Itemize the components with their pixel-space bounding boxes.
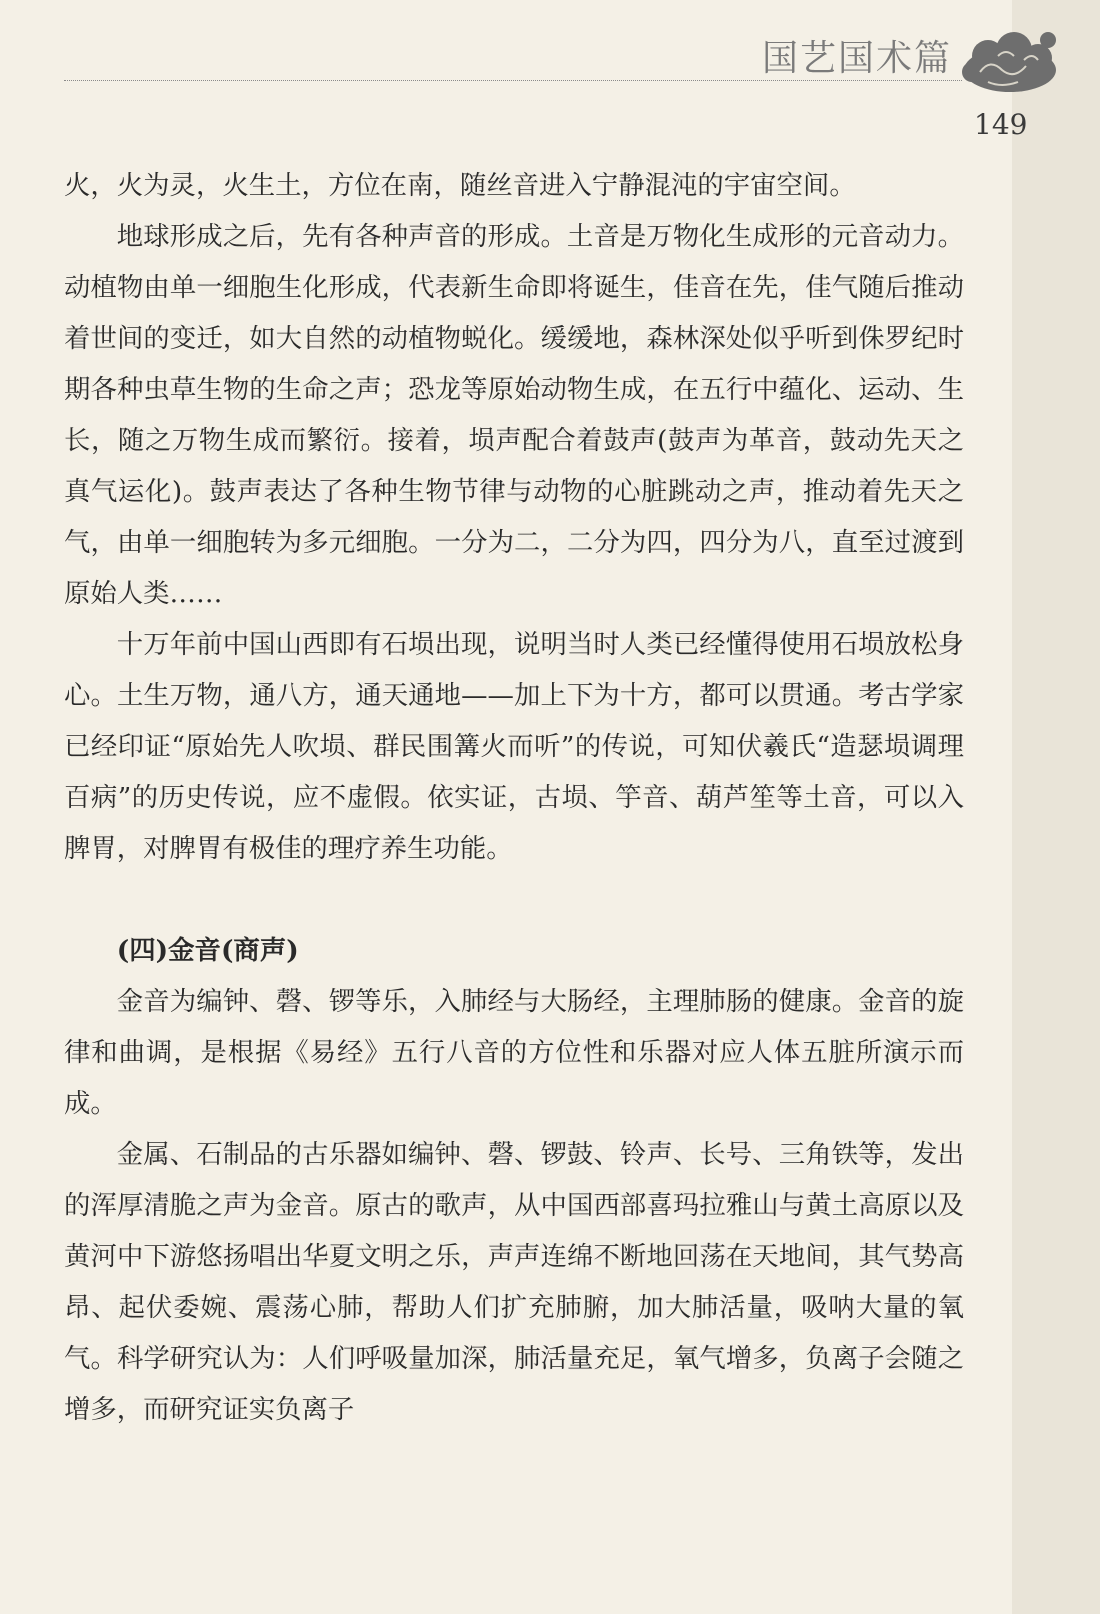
paragraph: 金音为编钟、磬、锣等乐，入肺经与大肠经，主理肺肠的健康。金音的旋律和曲调，是根据《易经》五行八音的方位性和乐器对应人体五脏所演示而成。 xyxy=(64,986,964,1119)
cloud-ornament-icon xyxy=(958,26,1062,100)
paragraph: 十万年前中国山西即有石埙出现，说明当时人类已经懂得使用石埙放松身心。土生万物，通八方，通天通地——加上下为十方，都可以贯通。考古学家已经印证“原始先人吹埙、群民围篝火而听”的传说，可知伏羲氏“造瑟埙调理百病”的历史传说，应不虚假。依实证，古埙、竽音、葫芦笙等土音，可以入脾胃，对脾胃有极佳的理疗养生功能。 xyxy=(64,629,964,864)
paragraph: 火，火为灵，火生土，方位在南，随丝音进入宁静混沌的宇宙空间。 xyxy=(64,170,856,201)
header-rule xyxy=(64,80,962,81)
running-header-title: 国艺国术篇 xyxy=(762,38,953,79)
section-heading: (四)金音(商声) xyxy=(116,935,299,966)
paragraph: 地球形成之后，先有各种声音的形成。土音是万物化生成形的元音动力。动植物由单一细胞生化形成，代表新生命即将诞生，佳音在先，佳气随后推动着世间的变迁，如大自然的动植物蜕化。缓缓地，森林深处似乎听到侏罗纪时期各种虫草生物的生命之声；恐龙等原始动物生成，在五行中蕴化、运动、生长，随之万物生成而繁衍。接着，埙声配合着鼓声(鼓声为革音，鼓动先天之真气运化)。鼓声表达了各种生物节律与动物的心脏跳动之声，推动着先天之气，由单一细胞转为多元细胞。一分为二，二分为四，四分为八，直至过渡到原始人类…… xyxy=(64,221,964,609)
page-number: 149 xyxy=(974,108,1028,141)
paragraph: 金属、石制品的古乐器如编钟、磬、锣鼓、铃声、长号、三角铁等，发出的浑厚清脆之声为金音。原古的歌声，从中国西部喜玛拉雅山与黄土高原以及黄河中下游悠扬唱出华夏文明之乐，声声连绵不断地回荡在天地间，其气势高昂、起伏委婉、震荡心肺，帮助人们扩充肺腑，加大肺活量，吸呐大量的氧气。科学研究认为：人们呼吸量加深，肺活量充足，氧气增多，负离子会随之增多，而研究证实负离子 xyxy=(64,1139,964,1425)
body-text xyxy=(64,160,964,1435)
section-gap xyxy=(64,874,964,925)
page-edge-shadow xyxy=(1012,0,1100,1614)
